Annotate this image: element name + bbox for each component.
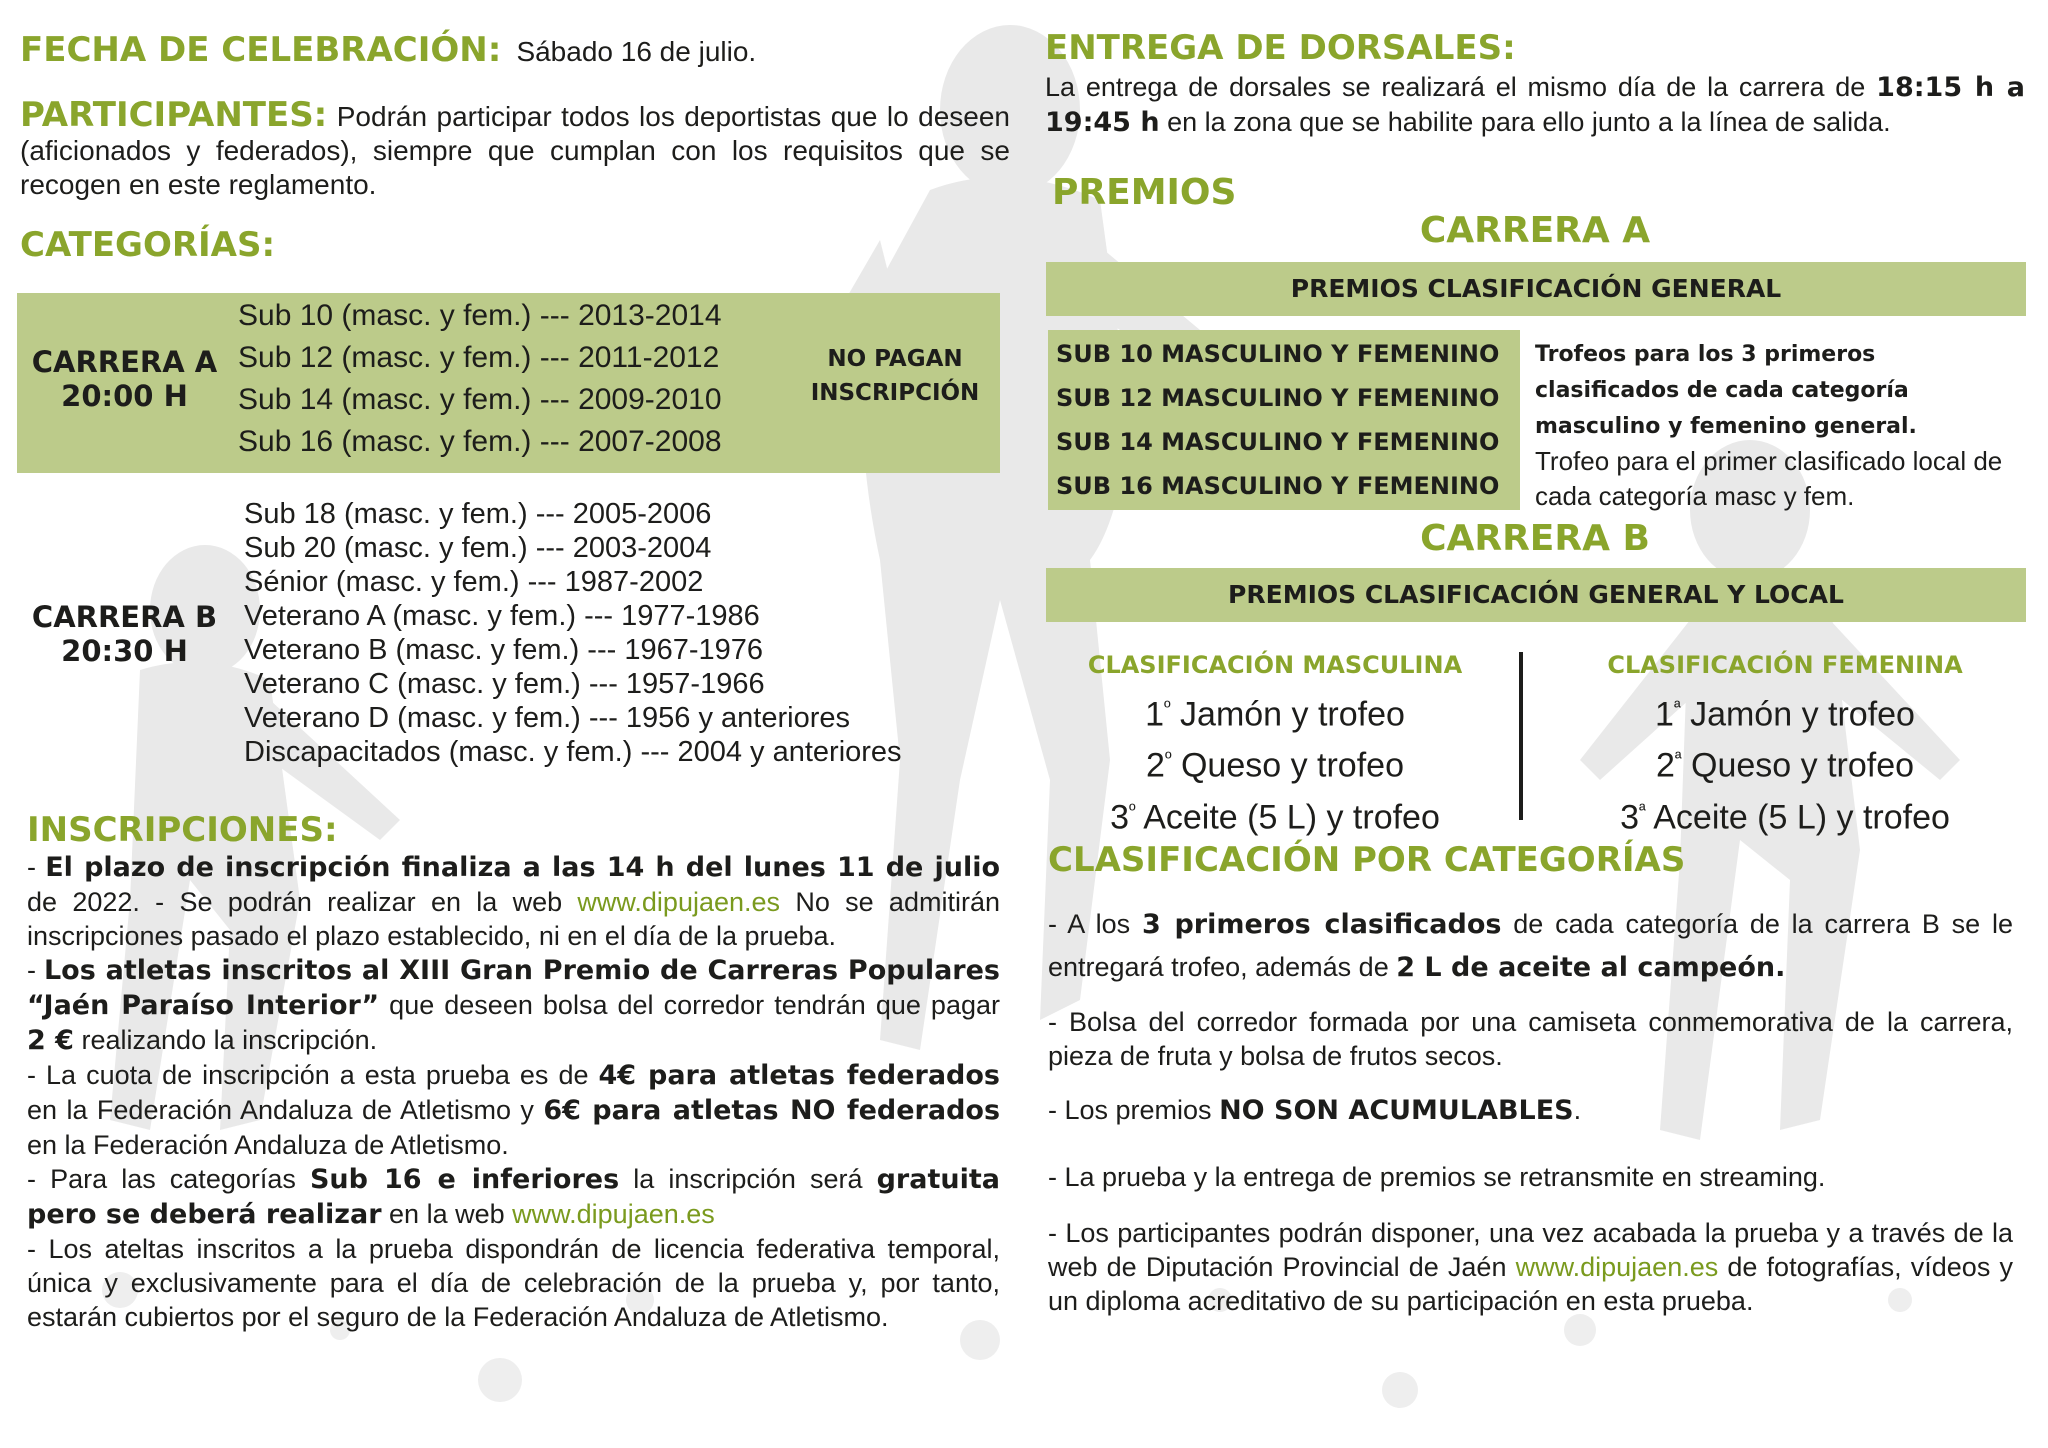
inscripciones-deadline: El plazo de inscripción finaliza a las 14 h del lunes 11 de julio <box>45 852 1001 883</box>
clasificacion-p5 <box>1048 1216 2013 1318</box>
list-item: Discapacitados (masc. y fem.) --- 2004 y anteriores <box>244 736 902 768</box>
prize-text: Aceite (5 L) y trofeo <box>1653 797 1950 836</box>
participantes-label: PARTICIPANTES: <box>20 95 328 135</box>
ordinal: ª <box>1673 697 1681 717</box>
carrera-b-categories <box>244 497 902 769</box>
p1-text-a: - A los <box>1048 909 1131 939</box>
premios-general-local-title: PREMIOS CLASIFICACIÓN GENERAL Y LOCAL <box>1228 580 1844 609</box>
clasificacion-p4: - La prueba y la entrega de premios se retransmite en streaming. <box>1048 1162 1826 1192</box>
position: 1 <box>1145 695 1164 734</box>
clasificacion-text <box>1048 903 2013 1318</box>
list-item: Sub 20 (masc. y fem.) --- 2003-2004 <box>244 532 712 564</box>
participantes-section <box>20 95 1011 202</box>
prize-text: Aceite (5 L) y trofeo <box>1143 797 1440 836</box>
p1-bold-2: 2 L de aceite al campeón. <box>1396 952 1786 983</box>
carrera-b-prize-title: CARRERA B <box>1420 518 1650 559</box>
dorsales-text1: La entrega de dorsales se realizará el mismo día de la carrera de <box>1045 72 1866 102</box>
position: 2 <box>1146 746 1165 785</box>
inscripciones-p4-sub16: Sub 16 e inferiores <box>309 1164 620 1195</box>
premios-general-band <box>1046 262 2026 316</box>
clasificacion-label: CLASIFICACIÓN POR CATEGORÍAS <box>1048 840 1686 880</box>
inscripciones-p3-text2: en la Federación Andaluza de Atletismo y <box>27 1095 534 1125</box>
carrera-a-categories <box>238 295 722 463</box>
list-item: Veterano D (masc. y fem.) --- 1956 y anteriores <box>244 702 850 734</box>
no-pagan-line2: INSCRIPCIÓN <box>810 380 980 406</box>
inscripciones-p4-text: Para las categorías <box>50 1164 296 1194</box>
ordinal: º <box>1129 799 1136 820</box>
prize-text: Jamón y trofeo <box>1690 695 1915 734</box>
inscripciones-p1-text: de 2022. - Se podrán realizar en la web <box>27 887 563 917</box>
list-item: Sub 18 (masc. y fem.) --- 2005-2006 <box>244 498 712 530</box>
carrera-a-name: CARRERA A <box>31 345 218 379</box>
fecha-label: FECHA DE CELEBRACIÓN: <box>20 30 502 70</box>
dipujaen-link[interactable]: www.dipujaen.es <box>577 887 781 917</box>
dorsales-text <box>1045 70 2025 140</box>
p3-text-b: . <box>1573 1095 1582 1125</box>
list-item: Veterano C (masc. y fem.) --- 1957-1966 <box>244 668 765 700</box>
list-item: Veterano A (masc. y fem.) --- 1977-1986 <box>244 600 760 632</box>
fecha-value: Sábado 16 de julio. <box>516 36 757 67</box>
position: 3 <box>1110 797 1130 836</box>
p5-text-b: de fotografías, vídeos y un diploma acreditativo de su participación en esta prueba. <box>1048 1252 2013 1316</box>
masc-label: CLASIFICACIÓN MASCULINA <box>1087 651 1463 679</box>
no-pagan-note <box>780 342 1010 410</box>
inscripciones-p2-text2: realizando la inscripción. <box>81 1025 378 1055</box>
p3-bold: NO SON ACUMULABLES <box>1219 1095 1574 1126</box>
masc-prize-2 <box>1040 736 1510 787</box>
no-pagan-line1: NO PAGAN <box>827 346 963 372</box>
inscripciones-p3-federados: 4€ para atletas federados <box>598 1060 1000 1091</box>
masc-prize-1 <box>1040 685 1510 736</box>
inscripciones-p2-amount: 2 € <box>27 1025 74 1056</box>
p1-text-b: de cada categoría de la carrera B se le entregará trofeo, además de <box>1048 909 2013 982</box>
premios-general-title: PREMIOS CLASIFICACIÓN GENERAL <box>1290 274 1782 303</box>
ordinal: ª <box>1638 799 1646 820</box>
position: 2 <box>1655 746 1675 785</box>
dipujaen-link-3[interactable]: www.dipujaen.es <box>1515 1252 1719 1282</box>
fem-prize-2 <box>1550 736 2020 787</box>
participantes-text: Podrán participar todos los deportistas que lo deseen (aficionados y federados), siempre que cumplan con los requisitos que se recogen en este reglamento. <box>20 101 1011 200</box>
list-item: Sub 12 (masc. y fem.) --- 2011-2012 <box>238 341 720 374</box>
carrera-b-time: 20:30 H <box>61 634 188 668</box>
column-divider <box>1519 652 1523 820</box>
clasificacion-p3 <box>1048 1093 2013 1128</box>
p3-text-a: - Los premios <box>1048 1095 1212 1125</box>
fem-prize-3 <box>1550 788 2020 839</box>
fecha-section <box>20 30 1010 70</box>
dorsales-hours: 18:15 h a 19:45 h <box>1045 72 2025 138</box>
list-item: Sénior (masc. y fem.) --- 1987-2002 <box>244 566 704 598</box>
list-item: SUB 12 MASCULINO Y FEMENINO <box>1056 384 1500 412</box>
inscripciones-text: - El plazo de inscripción finaliza a las 14 h del lunes 11 de julio de 2022. - Se podrán realizar en la web www.dipujaen.es No se admitirán inscripciones pasado el plazo establecido, ni en el día de la prueba. - Los atletas inscritos al XIII Gran Premio de Carreras Populares “Jaén Paraíso Interior” que deseen bolsa del corredor tendrán que pagar 2 € realizando la inscripción. - La cuota de inscripción a esta prueba es de 4€ para atletas federados en la Federación Andaluza de Atletismo y 6€ para atletas NO federados en la Federación Andaluza de Atletismo. - Para las categorías Sub 16 e inferiores la inscripción será gratuita pero se deberá realizar en la web www.dipujaen.es - Los ateltas inscritos a la prueba dispondrán de licencia federativa temporal, única y exclusivamente para el día de celebración de la prueba y, por tanto, estarán cubiertos por el seguro de la Federación Andaluza de Atletismo. <box>27 852 1001 1332</box>
prize-text: Queso y trofeo <box>1691 746 1915 785</box>
list-item: SUB 14 MASCULINO Y FEMENINO <box>1056 428 1500 456</box>
clasificacion-p1 <box>1048 903 2013 989</box>
list-item: SUB 16 MASCULINO Y FEMENINO <box>1056 472 1500 500</box>
fem-label: CLASIFICACIÓN FEMENINA <box>1607 651 1963 679</box>
sub-categories-list <box>1056 332 1499 508</box>
p5-text-a: - Los participantes podrán disponer, una vez acabada la prueba y a través de la web de Diputación Provincial de Jaén <box>1048 1218 2013 1282</box>
list-item: Sub 16 (masc. y fem.) --- 2007-2008 <box>238 425 722 458</box>
prize-text: Jamón y trofeo <box>1180 695 1405 734</box>
categorias-label: CATEGORÍAS: <box>20 225 276 265</box>
ordinal: ª <box>1674 748 1682 769</box>
carrera-b-heading <box>22 600 227 668</box>
carrera-b-name: CARRERA B <box>31 600 218 634</box>
dorsales-text2: en la zona que se habilite para ello junto a la línea de salida. <box>1167 107 1891 137</box>
inscripciones-gran-premio: Los atletas inscritos al XIII Gran Premio de Carreras Populares “Jaén Paraíso Interior” <box>27 955 1000 1021</box>
dipujaen-link-2[interactable]: www.dipujaen.es <box>512 1199 715 1229</box>
inscripciones-p3-no-federados: 6€ para atletas NO federados <box>543 1095 1001 1126</box>
inscripciones-p1-text2: No se admitirán inscripciones pasado el plazo establecido, ni en el día de la prueba. <box>27 887 1000 951</box>
premios-general-local-band <box>1046 568 2026 622</box>
carrera-a-prize-title: CARRERA A <box>1419 210 1651 251</box>
prize-text: Queso y trofeo <box>1180 746 1404 785</box>
clasificacion-masculina <box>1040 645 1510 839</box>
carrera-a-heading <box>22 345 227 413</box>
p1-bold: 3 primeros clasificados <box>1141 909 1502 940</box>
carrera-a-time: 20:00 H <box>61 379 188 413</box>
position: 3 <box>1620 797 1639 836</box>
list-item: SUB 10 MASCULINO Y FEMENINO <box>1056 340 1500 368</box>
ordinal: º <box>1164 748 1172 769</box>
trofeos-text <box>1535 336 2015 514</box>
trofeos-local: Trofeo para el primer clasificado local de cada categoría masc y fem. <box>1535 446 2003 511</box>
inscripciones-p3-text: La cuota de inscripción a esta prueba es de <box>46 1060 589 1090</box>
inscripciones-p4-text3: en la web <box>389 1199 505 1229</box>
list-item: Sub 10 (masc. y fem.) --- 2013-2014 <box>238 299 722 332</box>
list-item: Sub 14 (masc. y fem.) --- 2009-2010 <box>238 383 722 416</box>
clasificacion-femenina <box>1550 645 2020 839</box>
inscripciones-p3-text3: en la Federación Andaluza de Atletismo. <box>27 1130 509 1160</box>
dorsales-label: ENTREGA DE DORSALES: <box>1045 28 1516 68</box>
ordinal: º <box>1164 697 1171 717</box>
inscripciones-p2-text: que deseen bolsa del corredor tendrán que pagar <box>389 990 1000 1020</box>
trofeos-bold: Trofeos para los 3 primeros clasificados de cada categoría masculino y femenino general. <box>1535 342 1917 439</box>
clasificacion-p2: - Bolsa del corredor formada por una camiseta conmemorativa de la carrera, pieza de fruta y bolsa de frutos secos. <box>1048 1007 2013 1071</box>
masc-prize-3 <box>1040 788 1510 839</box>
inscripciones-label: INSCRIPCIONES: <box>27 810 338 850</box>
fem-prize-1 <box>1550 685 2020 736</box>
inscripciones-p4-text2: la inscripción será <box>633 1164 863 1194</box>
inscripciones-p4-gratuita: gratuita pero se deberá realizar <box>27 1164 1000 1230</box>
list-item: Veterano B (masc. y fem.) --- 1967-1976 <box>244 634 763 666</box>
premios-label: PREMIOS <box>1052 172 1237 213</box>
inscripciones-p5-text: Los ateltas inscritos a la prueba dispondrán de licencia federativa temporal, única y exclusivamente para el día de celebración de la prueba y, por tanto, estarán cubiertos por el seguro de la Federación Andaluza de Atletismo. <box>27 1234 1000 1332</box>
position: 1 <box>1655 695 1674 734</box>
